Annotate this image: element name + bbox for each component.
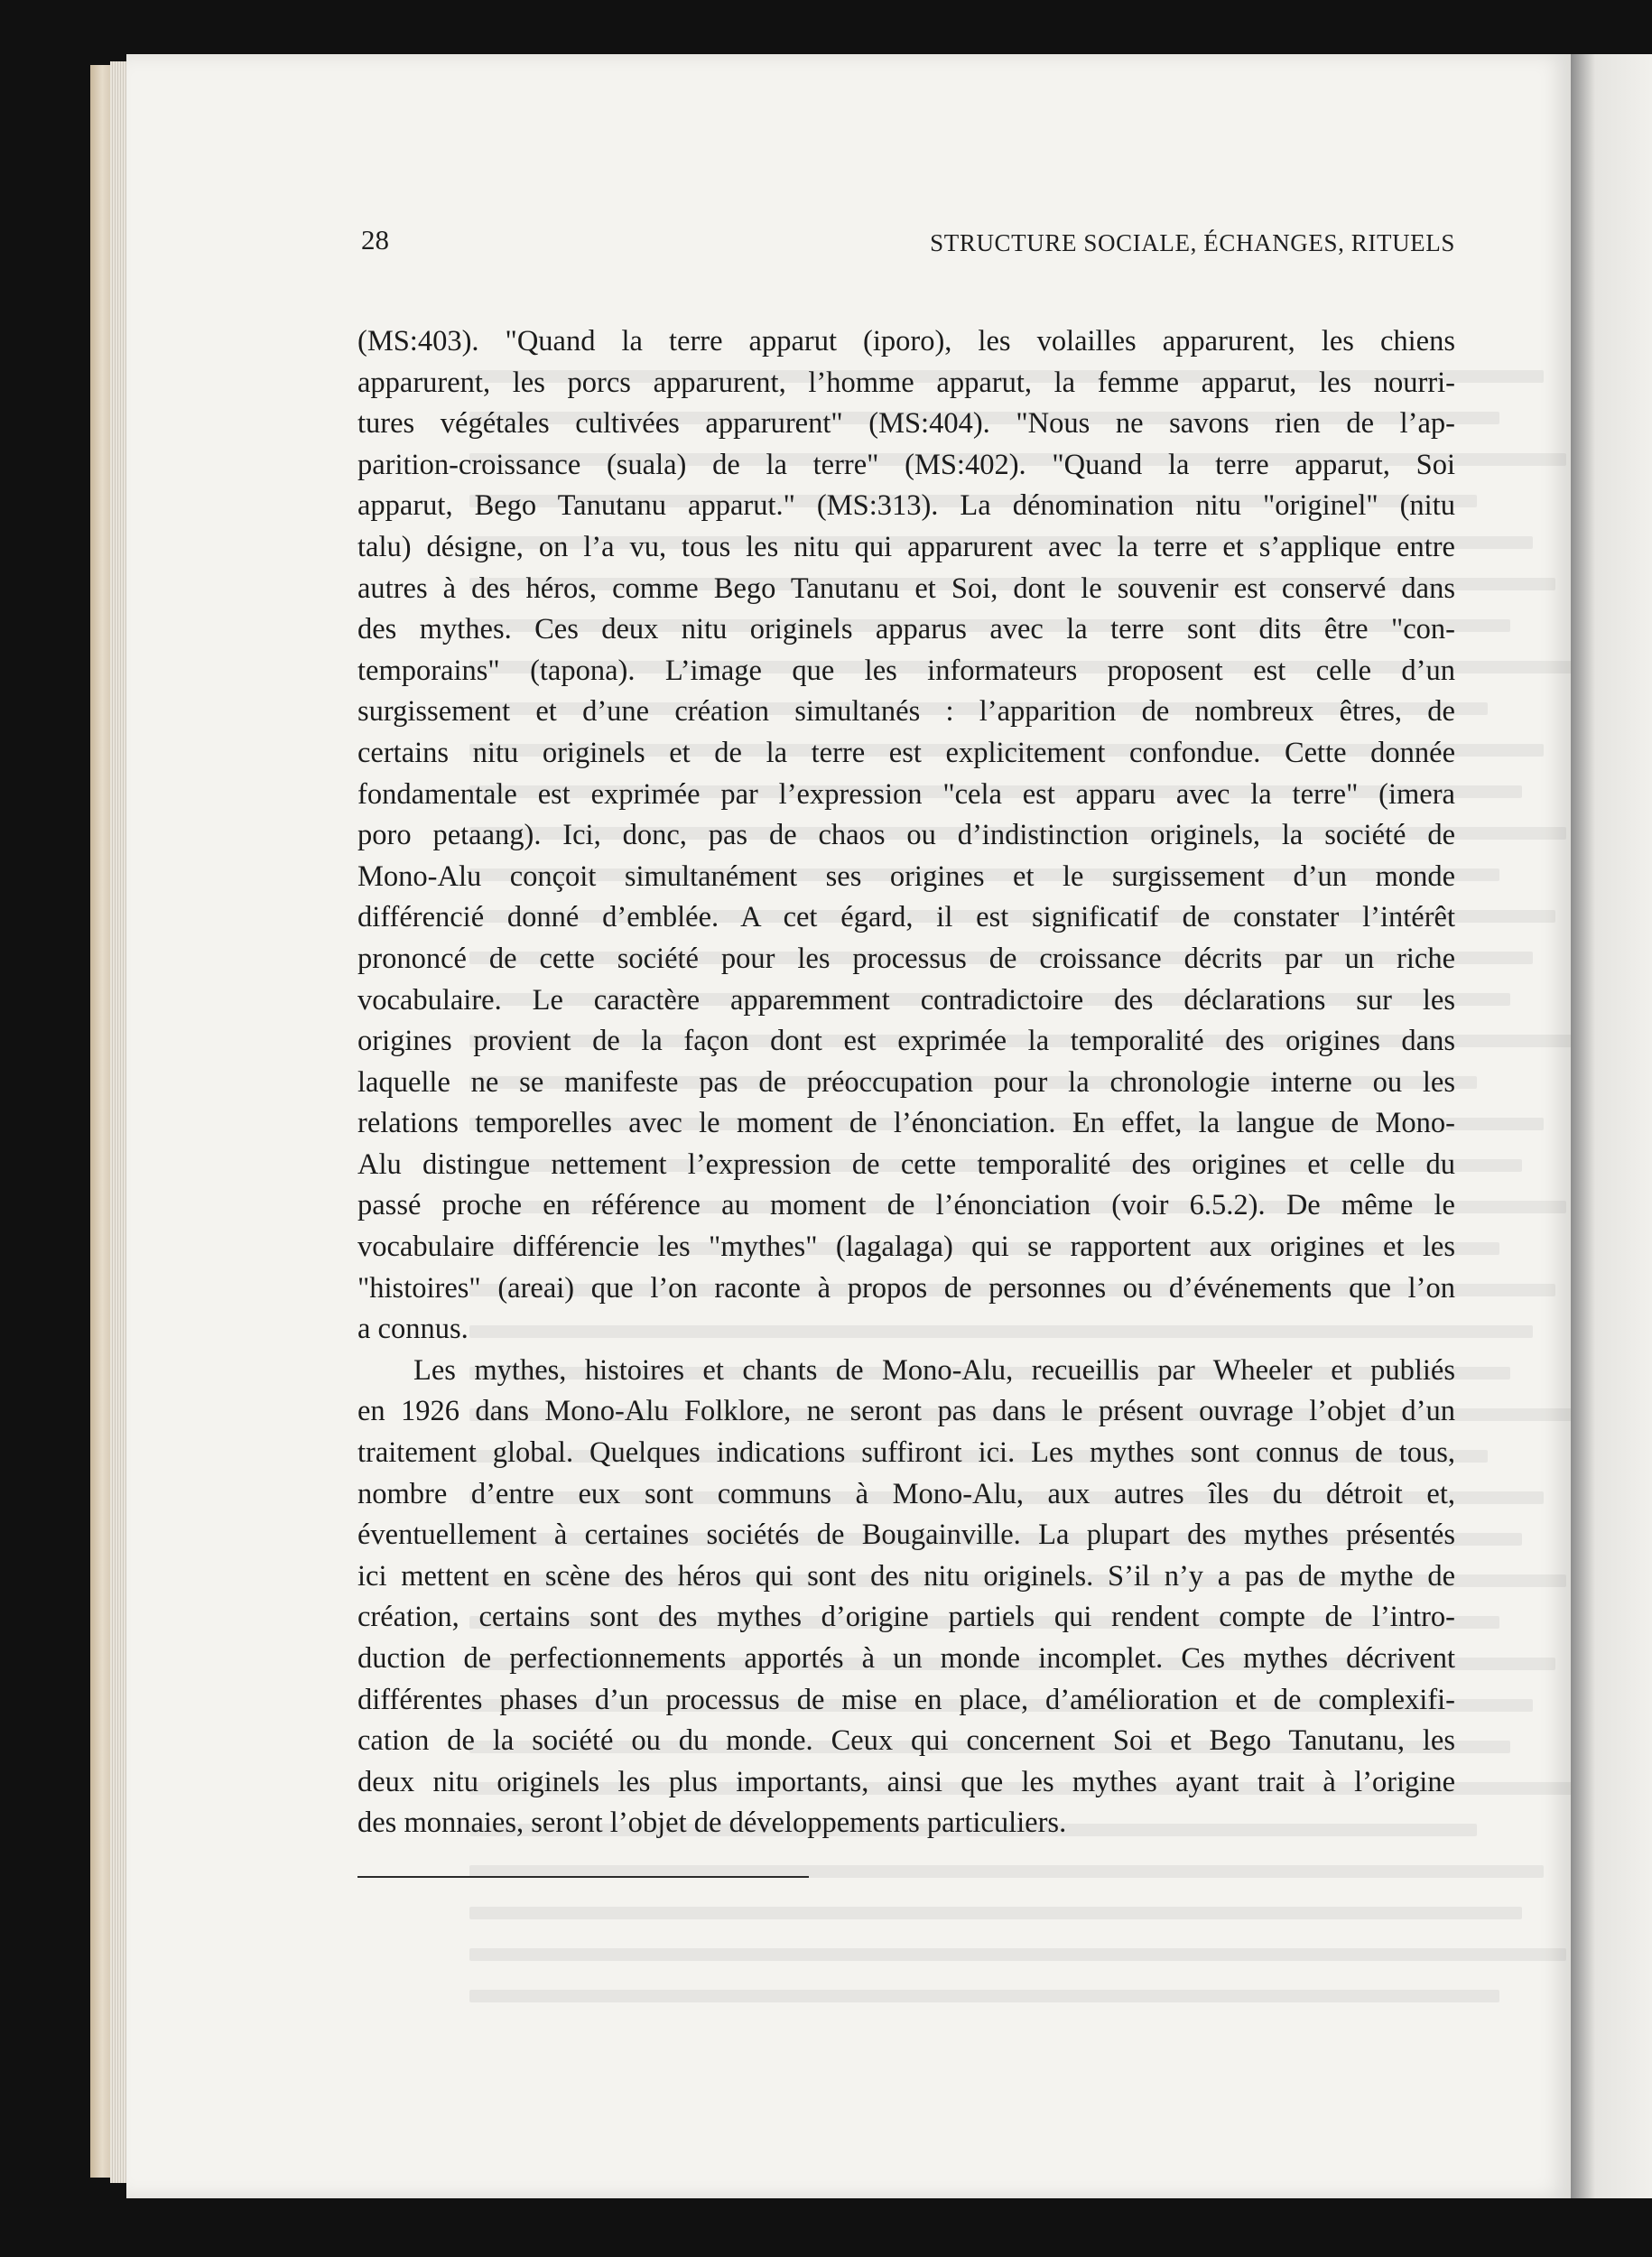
text-line: duction de perfectionnements apportés à un monde incomplet. Ces mythes décrivent — [357, 1642, 1455, 1675]
running-header — [361, 224, 1455, 260]
text-line: des monnaies, seront l’objet de développements particuliers. — [357, 1807, 1067, 1840]
text-line: traitement global. Quelques indications suffiront ici. Les mythes sont connus de tous, — [357, 1436, 1455, 1470]
text-line: Les mythes, histoires et chants de Mono-Alu, recueillis par Wheeler et publiés — [413, 1353, 1455, 1387]
text-line: en 1926 dans Mono-Alu Folklore, ne seront pas dans le présent ouvrage l’objet d’un — [357, 1395, 1455, 1428]
page-edge-stack — [110, 61, 126, 2183]
text-line: prononcé de cette société pour les processus de croissance décrits par un riche — [357, 942, 1455, 975]
text-line: a connus. — [357, 1313, 469, 1346]
text-line: Mono-Alu conçoit simultanément ses origines et le surgissement d’un monde — [357, 859, 1455, 893]
text-line: talu) désigne, on l’a vu, tous les nitu qui apparurent avec la terre et s’applique entre — [357, 530, 1455, 563]
text-line: deux nitu originels les plus importants, ainsi que les mythes ayant trait à l’origine — [357, 1765, 1455, 1798]
text-line: vocabulaire différencie les "mythes" (lagalaga) qui se rapportent aux origines et les — [357, 1231, 1455, 1264]
text-line: apparurent, les porcs apparurent, l’homme apparut, la femme apparut, les nourri- — [357, 366, 1455, 399]
running-title: STRUCTURE SOCIALE, ÉCHANGES, RITUELS — [930, 229, 1455, 256]
footnote-rule — [357, 1876, 809, 1878]
text-line: différencié donné d’emblée. A cet égard, il est significatif de constater l’intérêt — [357, 901, 1455, 934]
text-line: temporains" (tapona). L’image que les informateurs proposent est celle d’un — [357, 654, 1455, 687]
text-line: poro petaang). Ici, donc, pas de chaos ou d’indistinction originels, la société de — [357, 819, 1455, 852]
paragraph-2 — [357, 1351, 1455, 1844]
book-spine — [90, 65, 110, 2178]
text-line: création, certains sont des mythes d’origine partiels qui rendent compte de l’intro- — [357, 1601, 1455, 1634]
paragraph-1 — [357, 321, 1455, 1351]
body-text — [357, 321, 1455, 1844]
text-line: nombre d’entre eux sont communs à Mono-Alu, aux autres îles du détroit et, — [357, 1477, 1455, 1510]
text-line: Alu distingue nettement l’expression de cette temporalité des origines et celle du — [357, 1147, 1455, 1181]
text-line: (MS:403). "Quand la terre apparut (iporo), les volailles apparurent, les chiens — [357, 325, 1455, 358]
page-number: 28 — [361, 224, 389, 255]
text-line: ici mettent en scène des héros qui sont des nitu originels. S’il n’y a pas de mythe de — [357, 1559, 1455, 1593]
text-line: origines provient de la façon dont est exprimée la temporalité des origines dans — [357, 1025, 1455, 1058]
text-line: apparut, Bego Tanutanu apparut." (MS:313). La dénomination nitu "originel" (nitu — [357, 489, 1455, 523]
text-line: cation de la société ou du monde. Ceux qui concernent Soi et Bego Tanutanu, les — [357, 1724, 1455, 1758]
text-line: tures végétales cultivées apparurent" (MS:404). "Nous ne savons rien de l’ap- — [357, 407, 1455, 441]
text-line: éventuellement à certaines sociétés de Bougainville. La plupart des mythes présentés — [357, 1519, 1455, 1552]
text-line: parition-croissance (suala) de la terre" (MS:402). "Quand la terre apparut, Soi — [357, 448, 1455, 481]
text-line: différentes phases d’un processus de mise en place, d’amélioration et de complexifi- — [357, 1683, 1455, 1716]
text-line: passé proche en référence au moment de l’énonciation (voir 6.5.2). De même le — [357, 1189, 1455, 1222]
text-line: vocabulaire. Le caractère apparemment contradictoire des déclarations sur les — [357, 983, 1455, 1017]
text-line: relations temporelles avec le moment de l’énonciation. En effet, la langue de Mono- — [357, 1107, 1455, 1140]
text-line: fondamentale est exprimée par l’expression "cela est apparu avec la terre" (imera — [357, 777, 1455, 811]
facing-page-edge — [1571, 54, 1652, 2198]
text-line: "histoires" (areai) que l’on raconte à propos de personnes ou d’événements que l’on — [357, 1271, 1455, 1305]
text-line: surgissement et d’une création simultanés : l’apparition de nombreux êtres, de — [357, 695, 1455, 729]
text-line: autres à des héros, comme Bego Tanutanu et Soi, dont le souvenir est conservé dans — [357, 571, 1455, 605]
text-line: laquelle ne se manifeste pas de préoccupation pour la chronologie interne ou les — [357, 1065, 1455, 1099]
text-line: des mythes. Ces deux nitu originels apparus avec la terre sont dits être "con- — [357, 613, 1455, 646]
text-line: certains nitu originels et de la terre est explicitement confondue. Cette donnée — [357, 736, 1455, 769]
